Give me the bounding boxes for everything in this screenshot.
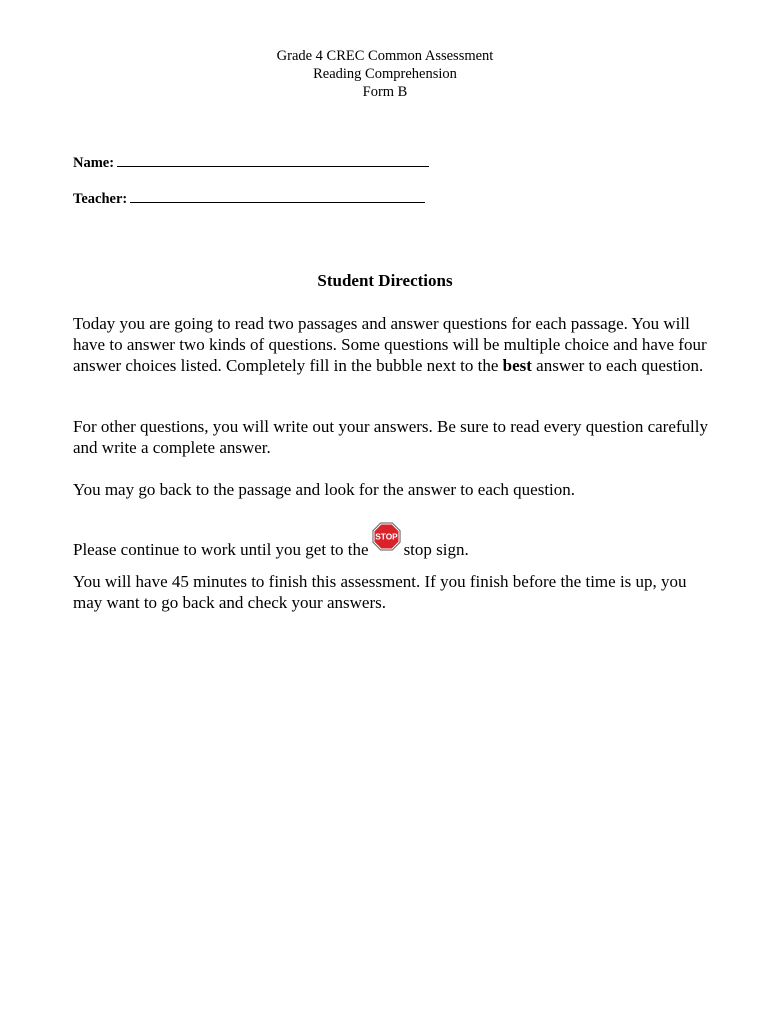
directions-paragraph-4 xyxy=(73,530,713,560)
directions-paragraph-2: For other questions, you will write out your answers. Be sure to read every question carefully and write a complete answer. xyxy=(73,417,708,457)
para4-text-b: stop sign. xyxy=(403,540,469,559)
teacher-field[interactable] xyxy=(73,189,425,208)
document-header xyxy=(0,47,770,101)
name-line[interactable] xyxy=(117,153,429,167)
header-title: Grade 4 CREC Common Assessment xyxy=(276,48,494,64)
directions-paragraph-1 xyxy=(73,313,713,376)
stop-sign-icon xyxy=(372,522,401,551)
name-field[interactable] xyxy=(73,153,429,172)
directions-title: Student Directions xyxy=(317,271,453,290)
para1-text-b: answer to each question. xyxy=(531,356,704,375)
para1-text-a: Today you are going to read two passages and answer questions for each passage. You will have to answer two kinds of questions. Some questions will be multiple choice and have four answer choices listed. Completely fill in the bubble next to the xyxy=(73,314,707,375)
teacher-line[interactable] xyxy=(130,189,425,203)
teacher-label: Teacher: xyxy=(73,191,128,207)
directions-paragraph-3: You may go back to the passage and look for the answer to each question. xyxy=(73,480,576,499)
para4-text-a: Please continue to work until you get to the xyxy=(73,540,369,559)
para1-bold-word: best xyxy=(502,356,532,375)
header-subject: Reading Comprehension xyxy=(313,66,457,82)
name-label: Name: xyxy=(73,155,115,171)
directions-paragraph-5: You will have 45 minutes to finish this assessment. If you finish before the time is up, you may want to go back and check your answers. xyxy=(73,572,687,612)
header-form: Form B xyxy=(362,84,408,100)
stop-sign-text: STOP xyxy=(374,531,398,542)
